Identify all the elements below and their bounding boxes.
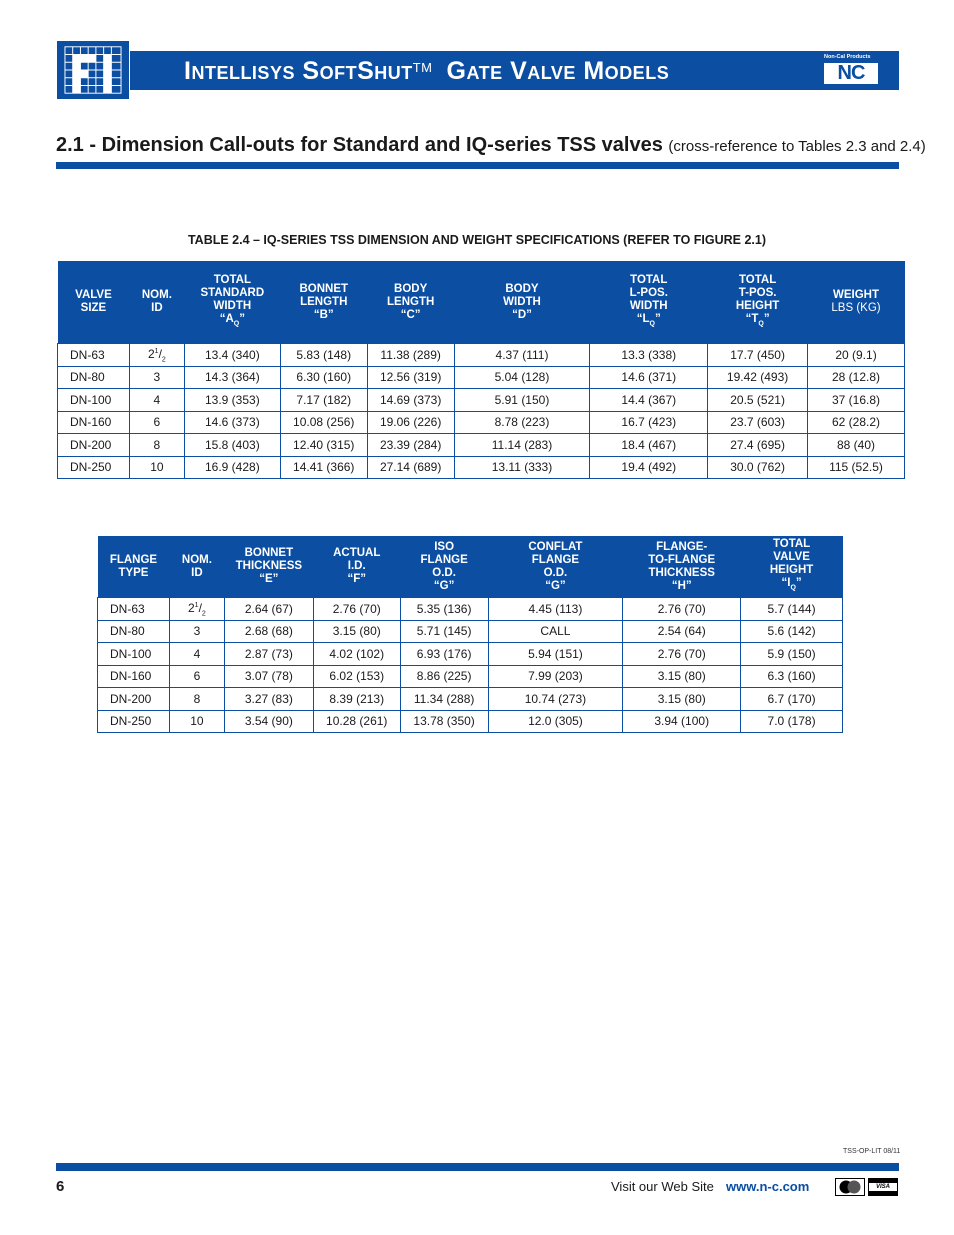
table-body <box>98 598 843 733</box>
header-flange-to-flange-thickness: FLANGE- TO-FLANGE THICKNESS “H” <box>623 536 741 598</box>
table-cell: 5.94 (151) <box>488 643 623 666</box>
table-cell: 5.9 (150) <box>741 643 843 666</box>
visa-label: VISA <box>875 1184 890 1190</box>
table-cell: 20.5 (521) <box>708 389 808 412</box>
table-cell: 2.64 (67) <box>224 598 313 621</box>
table-cell: 8.39 (213) <box>313 688 400 711</box>
section-heading <box>56 134 926 157</box>
table-row <box>98 688 843 711</box>
table-cell: 13.78 (350) <box>400 710 488 733</box>
table-cell: 5.6 (142) <box>741 620 843 643</box>
table-cell: 4 <box>169 643 224 666</box>
table-cell: 8.78 (223) <box>454 411 590 434</box>
table-cell: 4.02 (102) <box>313 643 400 666</box>
row-label-cell: DN-63 <box>98 598 170 621</box>
table-cell: 20 (9.1) <box>808 344 905 367</box>
table-cell: 14.6 (371) <box>590 366 708 389</box>
table-cell: 6.93 (176) <box>400 643 488 666</box>
table-cell: 7.99 (203) <box>488 665 623 688</box>
table-cell: 11.38 (289) <box>367 344 454 367</box>
table-cell: 10.08 (256) <box>280 411 367 434</box>
table-cell: 14.4 (367) <box>590 389 708 412</box>
table-cell: 3.15 (80) <box>623 688 741 711</box>
table-cell: 2.87 (73) <box>224 643 313 666</box>
header-bonnet-length: BONNET LENGTH “B” <box>280 261 367 344</box>
table-cell: 37 (16.8) <box>808 389 905 412</box>
brand-letters: NC <box>824 63 878 84</box>
row-label-cell: DN-160 <box>98 665 170 688</box>
trademark-label: TM <box>412 60 433 75</box>
table-cell: 13.11 (333) <box>454 456 590 479</box>
section-title-text: 2.1 - Dimension Call-outs for Standard and IQ-series TSS valves <box>56 134 663 156</box>
table-cell: 5.91 (150) <box>454 389 590 412</box>
table-cell: 16.9 (428) <box>184 456 280 479</box>
header-flange-type: FLANGE TYPE <box>98 536 170 598</box>
header-weight: WEIGHT LBS (KG) <box>808 261 905 344</box>
nc-brand-logo <box>824 54 880 87</box>
table-cell: CALL <box>488 620 623 643</box>
table-cell: 14.69 (373) <box>367 389 454 412</box>
footer-divider <box>56 1163 899 1171</box>
table-row <box>58 389 905 412</box>
table-cell: 2.54 (64) <box>623 620 741 643</box>
header-body-length: BODY LENGTH “C” <box>367 261 454 344</box>
table-cell: 3.94 (100) <box>623 710 741 733</box>
table-cell: 23.39 (284) <box>367 434 454 457</box>
header-iso-flange-od: ISO FLANGE O.D. “G” <box>400 536 488 598</box>
table-cell: 5.04 (128) <box>454 366 590 389</box>
table-row <box>58 456 905 479</box>
table-cell: 3.54 (90) <box>224 710 313 733</box>
row-label-cell: DN-80 <box>98 620 170 643</box>
table-cell: 2.76 (70) <box>623 643 741 666</box>
website-link[interactable]: www.n-c.com <box>726 1179 810 1194</box>
table-header <box>58 261 905 344</box>
table-cell: 4.45 (113) <box>488 598 623 621</box>
table-cell: 11.14 (283) <box>454 434 590 457</box>
table-cell: 12.0 (305) <box>488 710 623 733</box>
page-number: 6 <box>56 1178 65 1195</box>
table-cell: 3.15 (80) <box>313 620 400 643</box>
table-cell: 3.07 (78) <box>224 665 313 688</box>
table-cell: 27.14 (689) <box>367 456 454 479</box>
header-bonnet-thickness: BONNET THICKNESS “E” <box>224 536 313 598</box>
table-cell: 15.8 (403) <box>184 434 280 457</box>
header-conflat-flange-od: CONFLAT FLANGE O.D. “G” <box>488 536 623 598</box>
row-label-cell: DN-200 <box>98 688 170 711</box>
table-cell: 10.74 (273) <box>488 688 623 711</box>
table-cell: 6 <box>129 411 184 434</box>
nor-cal-logo-icon <box>56 40 130 100</box>
table-cell: $2^1/_2$ <box>169 598 224 621</box>
table-cell: 10 <box>169 710 224 733</box>
table-cell: 11.34 (288) <box>400 688 488 711</box>
brand-small-text: Non-Cal Products <box>824 54 871 60</box>
table-cell: $2^1/_2$ <box>129 344 184 367</box>
table-cell: 10 <box>129 456 184 479</box>
header-total-l-pos-width: TOTAL L-POS. WIDTH “$L_Q$” <box>590 261 708 344</box>
table-cell: 18.4 (467) <box>590 434 708 457</box>
table-cell: 3 <box>169 620 224 643</box>
table-row <box>58 366 905 389</box>
table-row <box>98 620 843 643</box>
table-cell: 30.0 (762) <box>708 456 808 479</box>
table-cell: 4.37 (111) <box>454 344 590 367</box>
table-cell: 8 <box>169 688 224 711</box>
header-row <box>58 261 905 344</box>
table-cell: 7.0 (178) <box>741 710 843 733</box>
header-total-valve-height: TOTAL VALVE HEIGHT “$I_Q$” <box>741 536 843 598</box>
table-cell: 16.7 (423) <box>590 411 708 434</box>
table-cell: 62 (28.2) <box>808 411 905 434</box>
header-actual-id: ACTUAL I.D. “F” <box>313 536 400 598</box>
table-row <box>98 643 843 666</box>
table-cell: 12.56 (319) <box>367 366 454 389</box>
table-cell: 19.4 (492) <box>590 456 708 479</box>
table-cell: 5.35 (136) <box>400 598 488 621</box>
table-cell: 6 <box>169 665 224 688</box>
table-row <box>98 665 843 688</box>
table-row <box>58 344 905 367</box>
table-row <box>58 434 905 457</box>
table-body <box>58 344 905 479</box>
header-nom-id: NOM. ID <box>169 536 224 598</box>
table-cell: 28 (12.8) <box>808 366 905 389</box>
mastercard-icon <box>835 1178 865 1196</box>
flange-dimension-table <box>97 536 843 733</box>
table-cell: 13.9 (353) <box>184 389 280 412</box>
row-label-cell: DN-100 <box>58 389 130 412</box>
table-cell: 6.30 (160) <box>280 366 367 389</box>
document-code: TSS-OP-LIT 08/11 <box>843 1148 901 1155</box>
table-cell: 27.4 (695) <box>708 434 808 457</box>
table-row <box>98 598 843 621</box>
table-cell: 8.86 (225) <box>400 665 488 688</box>
table-cell: 6.7 (170) <box>741 688 843 711</box>
table-cell: 19.06 (226) <box>367 411 454 434</box>
row-label-cell: DN-160 <box>58 411 130 434</box>
row-label-cell: DN-250 <box>98 710 170 733</box>
table-cell: 3.27 (83) <box>224 688 313 711</box>
table-cell: 2.68 (68) <box>224 620 313 643</box>
table-cell: 19.42 (493) <box>708 366 808 389</box>
footer-visit-text: Visit our Web Site <box>611 1179 714 1194</box>
table-cell: 14.6 (373) <box>184 411 280 434</box>
header-total-t-pos-height: TOTAL T-POS. HEIGHT “$T_Q$” <box>708 261 808 344</box>
visa-icon <box>868 1178 898 1196</box>
table-cell: 12.40 (315) <box>280 434 367 457</box>
table-cell: 5.7 (144) <box>741 598 843 621</box>
table-cell: 5.71 (145) <box>400 620 488 643</box>
table-cell: 14.41 (366) <box>280 456 367 479</box>
table-cell: 17.7 (450) <box>708 344 808 367</box>
row-label-cell: DN-200 <box>58 434 130 457</box>
header-valve-size: VALVE SIZE <box>58 261 130 344</box>
table-cell: 7.17 (182) <box>280 389 367 412</box>
table-cell: 4 <box>129 389 184 412</box>
page-title <box>184 53 669 89</box>
row-label-cell: DN-63 <box>58 344 130 367</box>
table-cell: 2.76 (70) <box>623 598 741 621</box>
table-cell: 13.3 (338) <box>590 344 708 367</box>
section-cross-reference: (cross-reference to Tables 2.3 and 2.4) <box>668 138 926 155</box>
table-header <box>98 536 843 598</box>
table-cell: 8 <box>129 434 184 457</box>
title-part2: Gate Valve Models <box>446 57 670 85</box>
table-cell: 13.4 (340) <box>184 344 280 367</box>
table-cell: 23.7 (603) <box>708 411 808 434</box>
table-cell: 6.02 (153) <box>313 665 400 688</box>
table-row <box>98 710 843 733</box>
table-caption: TABLE 2.4 – IQ-SERIES TSS DIMENSION AND WEIGHT SPECIFICATIONS (REFER TO FIGURE 2.1) <box>187 233 767 247</box>
header-row <box>98 536 843 598</box>
dimension-weight-table <box>57 261 905 479</box>
table-cell: 5.83 (148) <box>280 344 367 367</box>
table-cell: 2.76 (70) <box>313 598 400 621</box>
table-cell: 3 <box>129 366 184 389</box>
table-cell: 14.3 (364) <box>184 366 280 389</box>
row-label-cell: DN-250 <box>58 456 130 479</box>
table-row <box>58 411 905 434</box>
table-cell: 115 (52.5) <box>808 456 905 479</box>
header-nom-id: NOM. ID <box>129 261 184 344</box>
table-cell: 10.28 (261) <box>313 710 400 733</box>
table-cell: 88 (40) <box>808 434 905 457</box>
row-label-cell: DN-80 <box>58 366 130 389</box>
table-cell: 6.3 (160) <box>741 665 843 688</box>
header-body-width: BODY WIDTH “D” <box>454 261 590 344</box>
table-cell: 3.15 (80) <box>623 665 741 688</box>
row-label-cell: DN-100 <box>98 643 170 666</box>
header-total-standard-width: TOTAL STANDARD WIDTH “$A_Q$” <box>184 261 280 344</box>
section-divider <box>56 162 899 169</box>
title-part1: Intellisys SoftShut <box>184 57 413 85</box>
